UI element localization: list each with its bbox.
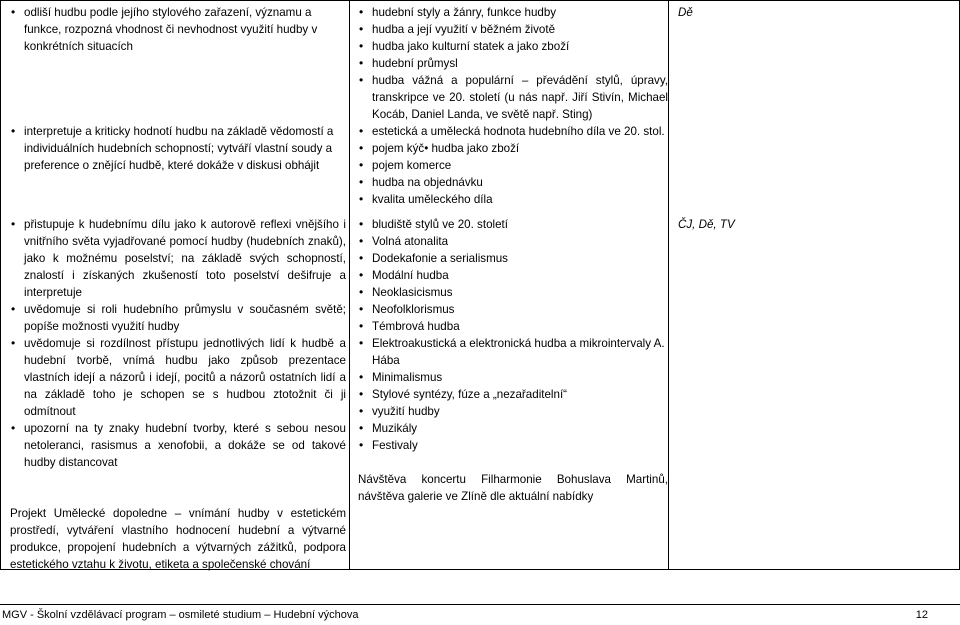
outcome-item: • odliší hudbu podle jejího stylového zařazení, významu a funkce, rozpozná vhodnost či nevhodnost využití hudby v konkrétních situacích	[10, 4, 346, 55]
curriculum-item: • bludiště stylů ve 20. století	[358, 216, 668, 233]
curriculum-item: • Témbrová hudba	[358, 318, 668, 335]
curriculum-item: • Neoklasicismus	[358, 284, 668, 301]
curriculum-item: • hudba vážná a populární – převádění stylů, úpravy, transkripce ve 20. století (u nás např. Jiří Stivín, Michael Kocáb, Daniel Landa, ve světě např. Sting)	[358, 72, 668, 123]
outcome-item: • interpretuje a kriticky hodnotí hudbu na základě vědomostí a individuálních hudebních schopností; vytváří vlastní soudy a preference o znějící hudbě, které dokáže v diskusi obhájit	[10, 123, 346, 174]
outcome-item: • uvědomuje si rozdílnost přístupu jednotlivých lidí k hudbě a hudební tvorbě, vnímá hudbu jako způsob prezentace vlastních idejí a názorů i idejí, pocitů a názorů ostatních lidí a na základě toho je schopen se s hudbou ztotožnit či ji odmítnout	[10, 335, 346, 420]
curriculum-cell-2	[358, 123, 668, 208]
table-divider-2	[668, 0, 669, 570]
curriculum-item: • Stylové syntézy, fúze a „nezařaditelní“	[358, 386, 668, 403]
curriculum-item: • Dodekafonie a serialismus	[358, 250, 668, 267]
curriculum-cell-1	[358, 4, 668, 123]
footer-text: MGV - Školní vzdělávací program – osmileté studium – Hudební výchova	[2, 609, 359, 621]
footer-rule	[0, 604, 960, 605]
curriculum-item: • hudební styly a žánry, funkce hudby	[358, 4, 668, 21]
outcome-item: • upozorní na ty znaky hudební tvorby, které s sebou nesou netoleranci, rasismus a xenofobii, a dokáže se od takové hudby distancovat	[10, 420, 346, 471]
table-border-left	[0, 0, 1, 570]
outcomes-cell-1	[10, 4, 346, 55]
page-footer	[0, 604, 960, 624]
curriculum-item: • hudba jako kulturní statek a jako zboží	[358, 38, 668, 55]
outcome-item: • přistupuje k hudebnímu dílu jako k autorově reflexi vnějšího i vnitřního světa vyjadřované pomocí hudby (hudebních znaků), jako k možnému poselství; na základě svých schopností, znalostí i získaných zkušeností toto poselství dešifruje a interpretuje	[10, 216, 346, 301]
curriculum-item: • pojem kýč• hudba jako zboží	[358, 140, 668, 157]
curriculum-cell-3	[358, 216, 668, 505]
curriculum-item: • hudba na objednávku	[358, 174, 668, 191]
curriculum-item: • Minimalismus	[358, 369, 668, 386]
table-divider-1	[349, 0, 350, 570]
curriculum-item: • Modální hudba	[358, 267, 668, 284]
curriculum-item: • estetická a umělecká hodnota hudebního díla ve 20. stol.	[358, 123, 668, 140]
curriculum-item: • Muzikály	[358, 420, 668, 437]
project-paragraph: Projekt Umělecké dopoledne – vnímání hudby v estetickém prostředí, vytváření vlastního hodnocení hudební a výtvarné produkce, propojení hudebních a výtvarných zážitků, podpora estetického vztahu k životu, etiketa a společenské chování	[10, 507, 346, 571]
curriculum-item: • Elektroakustická a elektronická hudba a mikrointervaly A. Hába	[358, 335, 668, 369]
curriculum-item: • Festivaly	[358, 437, 668, 454]
page-number: 12	[915, 609, 928, 621]
curriculum-item: • hudba a její využití v běžném životě	[358, 21, 668, 38]
cross-subject-cell-1: Dě	[678, 6, 693, 19]
curriculum-item: • Neofolklorismus	[358, 301, 668, 318]
outcomes-cell-3	[10, 216, 346, 573]
cross-subject-cell-3: ČJ, Dě, TV	[678, 218, 735, 231]
outcomes-cell-2	[10, 123, 346, 174]
curriculum-item: • pojem komerce	[358, 157, 668, 174]
curriculum-item: • využití hudby	[358, 403, 668, 420]
visit-paragraph: Návštěva koncertu Filharmonie Bohuslava Martinů, návštěva galerie ve Zlíně dle aktuální nabídky	[358, 473, 668, 503]
table-border-top	[0, 0, 960, 1]
outcome-item: • uvědomuje si roli hudebního průmyslu v současném světě; popíše možnosti využití hudby	[10, 301, 346, 335]
curriculum-item: • hudební průmysl	[358, 55, 668, 72]
curriculum-item: • kvalita uměleckého díla	[358, 191, 668, 208]
curriculum-item: • Volná atonalita	[358, 233, 668, 250]
